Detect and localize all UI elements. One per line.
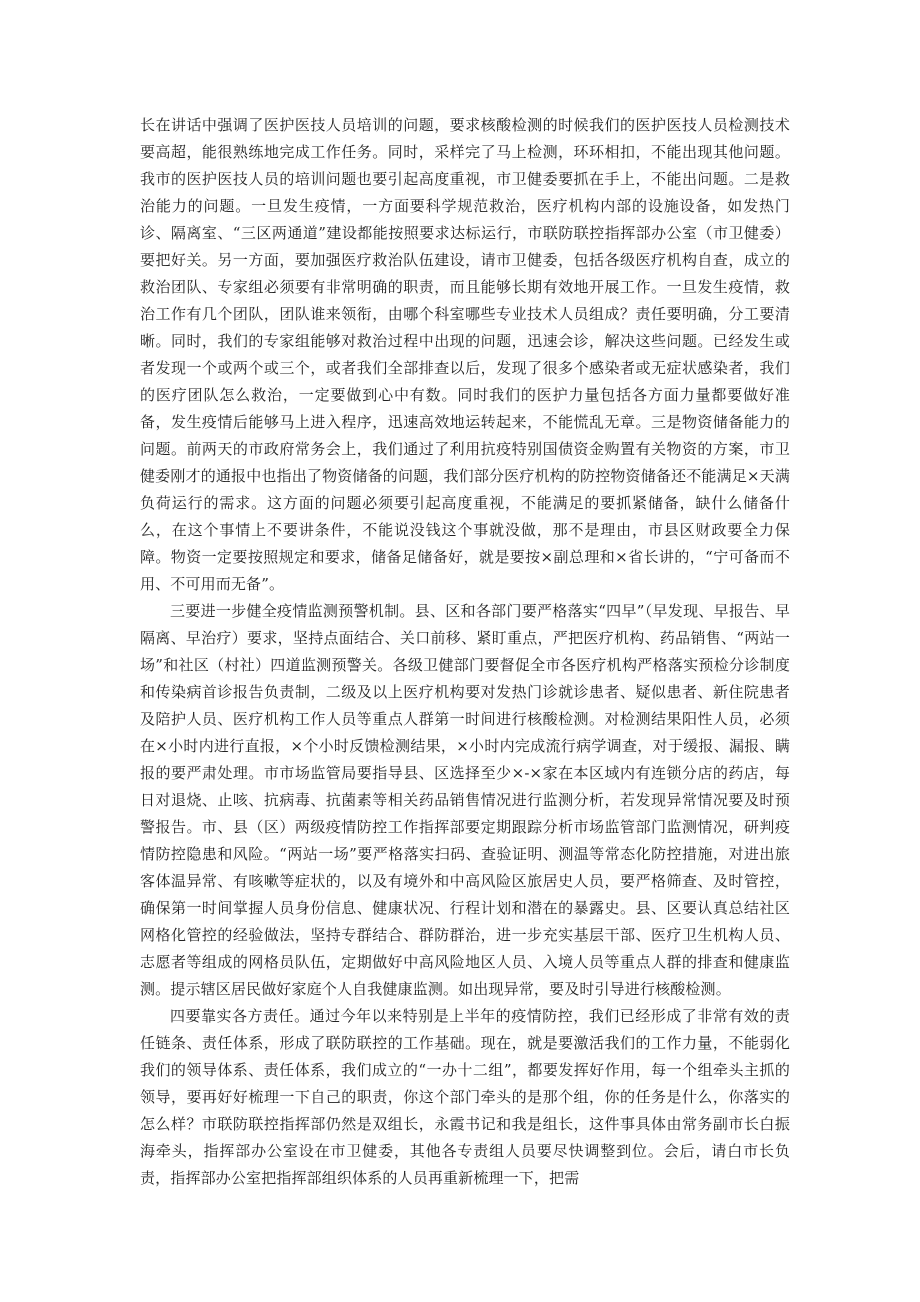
paragraph-1: 长在讲话中强调了医护医技人员培训的问题，要求核酸检测的时候我们的医护医技人员检测技术要高超，能很熟练地完成工作任务。同时，采样完了马上检测，环环相扣，不能出现其他问题。我市的医护医技人员的培训问题也要引起高度重视，市卫健委要抓在手上，不能出问题。二是救治能力的问题。一旦发生疫情，一方面要科学规范救治，医疗机构内部的设施设备，如发热门诊、隔离室、“三区两通道”建设都能按照要求达标运行，市联防联控指挥部办公室（市卫健委）要把好关。另一方面，要加强医疗救治队伍建设，请市卫健委，包括各级医疗机构自查，成立的救治团队、专家组必须要有非常明确的职责，而且能够长期有效地开展工作。一旦发生疫情，救治工作有几个团队，团队谁来领衔，由哪个科室哪些专业技术人员组成？责任要明确，分工要清晰。同时，我们的专家组能够对救治过程中出现的问题，迅速会诊，解决这些问题。已经发生或者发现一个或两个或三个，或者我们全部排查以后，发现了很多个感染者或无症状感染者，我们的医疗团队怎么救治，一定要做到心中有数。同时我们的医护力量包括各方面力量都要做好准备，发生疫情后能够马上进入程序，迅速高效地运转起来，不能慌乱无章。三是物资储备能力的问题。前两天的市政府常务会上，我们通过了利用抗疫特别国债资金购置有关物资的方案，市卫健委刚才的通报中也指出了物资储备的问题，我们部分医疗机构的防控物资储备还不能满足×天满负荷运行的需求。这方面的问题必须要引起高度重视，不能满足的要抓紧储备，缺什么储备什么，在这个事情上不要讲条件，不能说没钱这个事就没做，那不是理由，市县区财政要全力保障。物资一定要按照规定和要求，储备足储备好，就是要按×副总理和×省长讲的，“宁可备而不用、不可用而无备”。 — [140, 116, 790, 593]
paragraph-3: 四要靠实各方责任。通过今年以来特别是上半年的疫情防控，我们已经形成了非常有效的责任链条、责任体系，形成了联防联控的工作基础。现在，就是要激活我们的工作力量，不能弱化我们的领导体系、责任体系，我们成立的“一办十二组”，都要发挥好作用，每一个组牵头主抓的领导，要再好好梳理一下自己的职责，你这个部门牵头的是那个组，你的任务是什么，你落实的怎么样？市联防联控指挥部仍然是双组长，永霞书记和我是组长，这件事具体由常务副市长白振海牵头，指挥部办公室设在市卫健委，其他各专责组人员要尽快调整到位。会后，请白市长负责，指挥部办公室把指挥部组织体系的人员再重新梳理一下，把需 — [140, 1007, 790, 1187]
paragraph-2: 三要进一步健全疫情监测预警机制。县、区和各部门要严格落实“四早”（早发现、早报告、早隔离、早治疗）要求，坚持点面结合、关口前移、紧盯重点，严把医疗机构、药品销售、“两站一场”和社区（村社）四道监测预警关。各级卫健部门要督促全市各医疗机构严格落实预检分诊制度和传染病首诊报告负责制，二级及以上医疗机构要对发热门诊就诊患者、疑似患者、新住院患者及陪护人员、医疗机构工作人员等重点人群第一时间进行核酸检测。对检测结果阳性人员，必须在×小时内进行直报，×个小时反馈检测结果，×小时内完成流行病学调查，对于缓报、漏报、瞒报的要严肃处理。市市场监管局要指导县、区选择至少×-×家在本区域内有连锁分店的药店，每日对退烧、止咳、抗病毒、抗菌素等相关药品销售情况进行监测分析，若发现异常情况要及时预警报告。市、县（区）两级疫情防控工作指挥部要定期跟踪分析市场监管部门监测情况，研判疫情防控隐患和风险。“两站一场”要严格落实扫码、查验证明、测温等常态化防控措施，对进出旅客体温异常、有咳嗽等症状的，以及有境外和中高风险区旅居史人员，要严格筛查、及时管控，确保第一时间掌握人员身份信息、健康状况、行程计划和潜在的暴露史。县、区要认真总结社区网格化管控的经验做法，坚持专群结合、群防群治，进一步充实基层干部、医疗卫生机构人员、志愿者等组成的网格员队伍，定期做好中高风险地区人员、入境人员等重点人群的排查和健康监测。提示辖区居民做好家庭个人自我健康监测。如出现异常，要及时引导进行核酸检测。 — [140, 602, 790, 998]
document-page — [140, 112, 790, 1192]
